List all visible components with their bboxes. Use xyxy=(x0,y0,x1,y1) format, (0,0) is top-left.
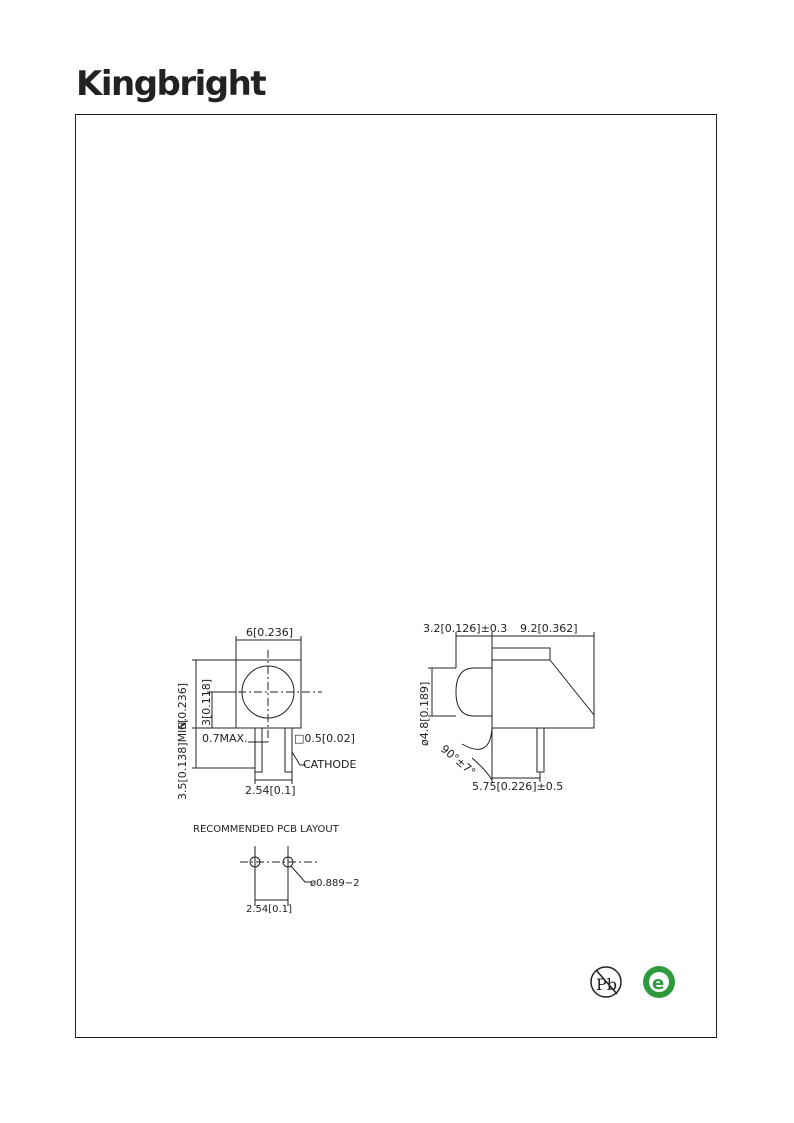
side-view xyxy=(418,622,594,793)
lead-position-label: 5.75[0.226]±0.5 xyxy=(472,780,564,793)
pb-free-icon xyxy=(591,967,621,997)
pcb-title: RECOMMENDED PCB LAYOUT xyxy=(193,824,339,835)
pcb-hole-label: ø0.889−2 xyxy=(310,878,360,889)
svg-text:e: e xyxy=(652,973,665,994)
kingbright-logo: Kingbright xyxy=(76,64,266,104)
lead-offset-label: 0.7MAX. xyxy=(202,732,248,745)
front-center-label: 3[0.118] xyxy=(200,678,213,726)
front-view xyxy=(176,626,356,800)
lead-side xyxy=(537,728,544,772)
cathode-label: CATHODE xyxy=(303,758,357,771)
front-height-label: 6[0.236] xyxy=(176,682,189,730)
pcb-spacing-label: 2.54[0.1] xyxy=(246,904,292,915)
lead-spacing-label: 2.54[0.1] xyxy=(245,784,296,797)
front-lead-length-label: 3.5[0.138]MIN. xyxy=(176,717,189,800)
lead-size-label: □0.5[0.02] xyxy=(294,732,355,745)
led-lens-side xyxy=(456,668,492,716)
body-length-label: 9.2[0.362] xyxy=(520,622,578,635)
lead-anode xyxy=(255,728,262,772)
front-width-label: 6[0.236] xyxy=(246,626,294,639)
svg-text:Pb: Pb xyxy=(596,975,618,994)
pcb-layout xyxy=(193,824,360,915)
lead-cathode xyxy=(285,728,292,772)
rohs-eco-icon xyxy=(643,966,675,998)
lens-length-label: 3.2[0.126]±0.3 xyxy=(423,622,508,635)
lens-diameter-label: ø4.8[0.189] xyxy=(418,681,431,746)
bend-angle-label: 90°±7° xyxy=(438,742,479,779)
